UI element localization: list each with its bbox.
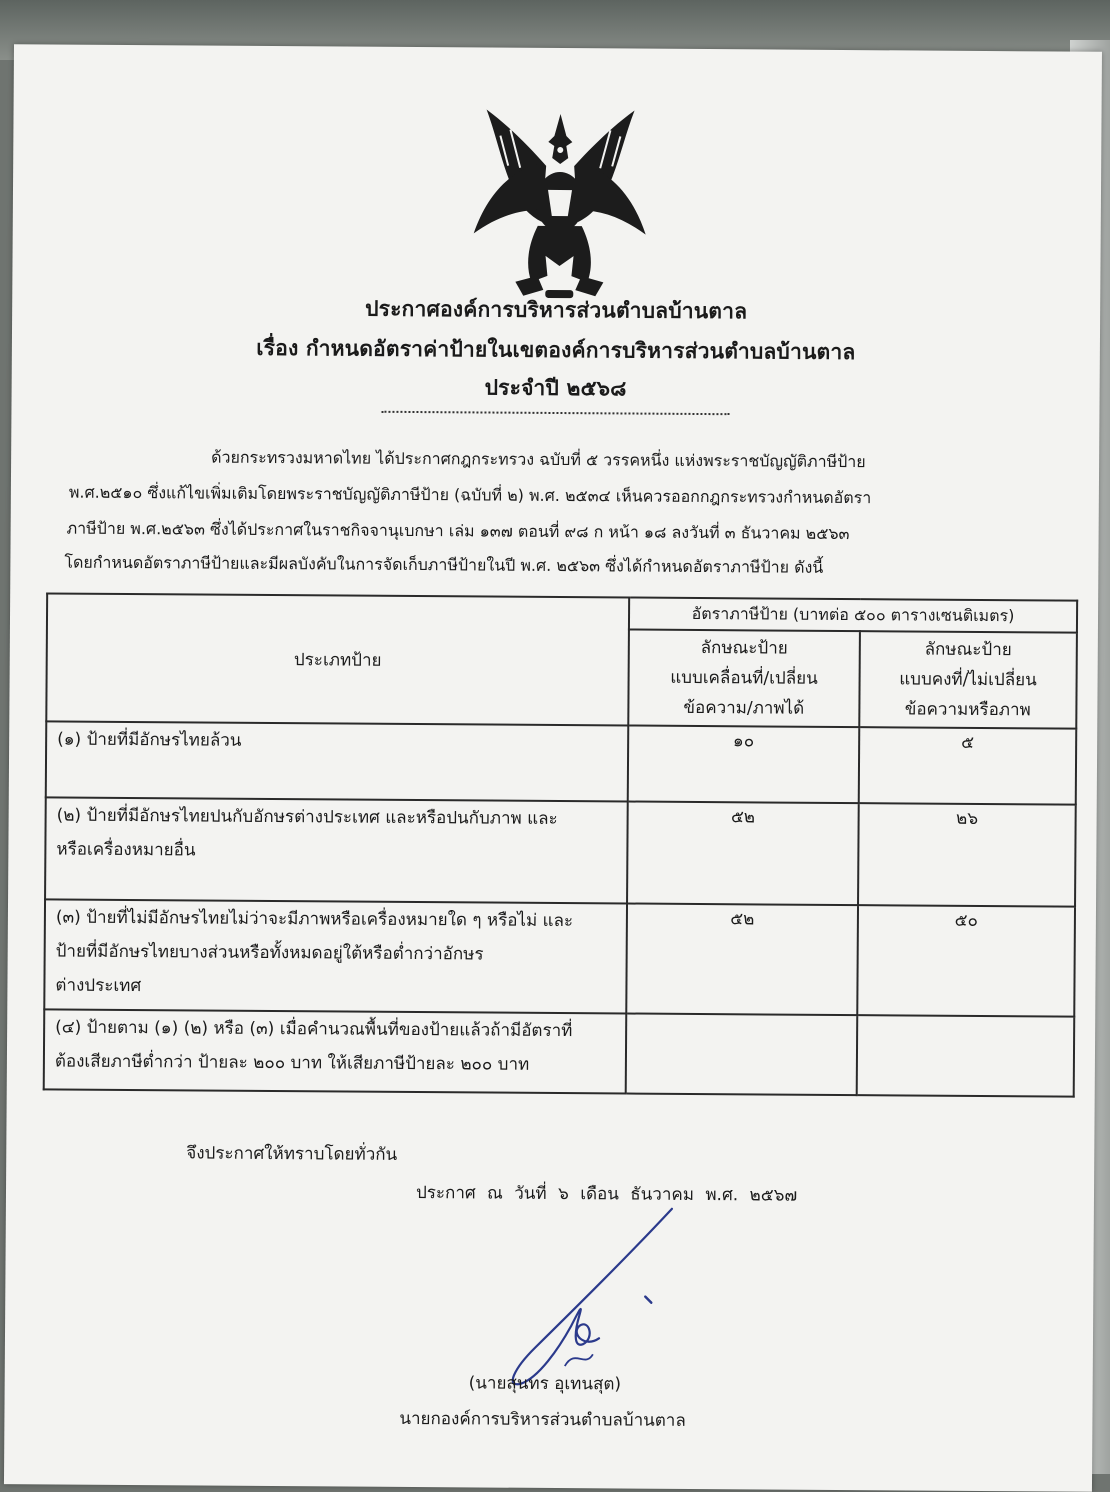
- closing-statement: จึงประกาศให้ทราบโดยทั่วกัน: [186, 1143, 398, 1165]
- signer-position: นายกองค์การบริหารส่วนตำบลบ้านตาล: [399, 1408, 686, 1431]
- row-fixed-rate: ๕: [859, 727, 1077, 805]
- row-moving-rate: ๑๐: [628, 726, 859, 804]
- row-4-type-line-2: ต้องเสียภาษีต่ำกว่า ป้ายละ ๒๐๐ บาท ให้เสียภาษีป้ายละ ๒๐๐ บาท: [54, 1051, 530, 1075]
- header-sign-type: ประเภทป้าย: [46, 593, 629, 725]
- row-3-type-line-2: ป้ายที่มีอักษรไทยบางส่วนหรือทั้งหมดอยู่ใต้หรือต่ำกว่าอักษร: [55, 941, 484, 965]
- table-row: [44, 899, 1075, 1016]
- header-tax-rate: อัตราภาษีป้าย (บาทต่อ ๕๐๐ ตารางเซนติเมตร): [629, 598, 1077, 633]
- signer-name: (นายสุนทร อุเทนสุต): [468, 1373, 622, 1395]
- table-row: [45, 797, 1076, 906]
- announcement-year: ประจำปี ๒๕๖๘: [484, 375, 627, 401]
- row-4-type-line-1: (๔) ป้ายตาม (๑) (๒) หรือ (๓) เมื่อคำนวณพื้นที่ของป้ายแล้วถ้ามีอัตราที่: [55, 1017, 573, 1042]
- header-moving-line-1: ลักษณะป้าย: [700, 638, 788, 659]
- row-sign-type: [44, 899, 627, 1013]
- header-fixed-line-1: ลักษณะป้าย: [924, 639, 1012, 661]
- row-sign-type: [44, 1009, 627, 1093]
- announcement-date: ประกาศ ณ วันที่ ๖ เดือน ธันวาคม พ.ศ. ๒๕๖๗: [415, 1183, 798, 1206]
- row-2-type-line-1: (๒) ป้ายที่มีอักษรไทยปนกับอักษรต่างประเทศ และหรือปนกับภาพ และ: [56, 805, 558, 830]
- header-moving-sign: [628, 630, 859, 728]
- table-row: [46, 721, 1077, 804]
- header-fixed-line-3: ข้อความหรือภาพ: [904, 699, 1031, 721]
- row-3-type-line-1: (๓) ป้ายที่ไม่มีอักษรไทยไม่ว่าจะมีภาพหรือเครื่องหมายใด ๆ หรือไม่ และ: [55, 907, 574, 932]
- document-page: [4, 44, 1102, 1492]
- row-fixed-rate: ๕๐: [857, 905, 1075, 1017]
- row-sign-type: [46, 721, 629, 801]
- row-sign-type: [45, 797, 628, 903]
- row-moving-rate: ๕๒: [626, 904, 858, 1016]
- paragraph-line-2: พ.ศ.๒๕๑๐ ซึ่งแก้ไขเพิ่มเติมโดยพระราชบัญญัติภาษีป้าย (ฉบับที่ ๒) พ.ศ. ๒๕๓๔ เห็นควรออกกฎกระทรวงกำหนดอัตรา: [68, 482, 872, 508]
- table-row: [44, 1009, 1075, 1096]
- announcement-subject: เรื่อง กำหนดอัตราค่าป้ายในเขตองค์การบริหารส่วนตำบลบ้านตาล: [256, 335, 856, 365]
- row-fixed-rate: [856, 1015, 1074, 1097]
- row-1-type-text: (๑) ป้ายที่มีอักษรไทยล้วน: [57, 729, 242, 751]
- header-fixed-line-2: แบบคงที่/ไม่เปลี่ยน: [899, 669, 1037, 691]
- row-3-type-line-3: ต่างประเทศ: [55, 975, 142, 997]
- sign-tax-rate-table: [43, 592, 1078, 1097]
- garuda-emblem: [467, 105, 653, 306]
- paragraph-line-4: โดยกำหนดอัตราภาษีป้ายและมีผลบังคับในการจัดเก็บภาษีป้ายในปี พ.ศ. ๒๕๖๓ ซึ่งได้กำหนดอัตราภาษีป้าย ดังนี้: [64, 552, 824, 577]
- row-fixed-rate: ๒๖: [858, 803, 1076, 907]
- paragraph-line-3: ภาษีป้าย พ.ศ.๒๕๖๓ ซึ่งได้ประกาศในราชกิจจานุเบกษา เล่ม ๑๓๗ ตอนที่ ๙๘ ก หน้า ๑๘ ลงวันที่ ๓ ธันวาคม ๒๕๖๓: [66, 518, 850, 544]
- dotted-divider: [381, 407, 729, 415]
- header-fixed-sign: [859, 631, 1077, 729]
- header-moving-line-2: แบบเคลื่อนที่/เปลี่ยน: [670, 667, 818, 689]
- row-moving-rate: ๕๒: [627, 802, 858, 906]
- header-moving-line-3: ข้อความ/ภาพได้: [683, 697, 805, 719]
- announcement-title: ประกาศองค์การบริหารส่วนตำบลบ้านตาล: [365, 296, 748, 324]
- paragraph-line-1: ด้วยกระทรวงมหาดไทย ได้ประกาศกฎกระทรวง ฉบับที่ ๕ วรรคหนึ่ง แห่งพระราชบัญญัติภาษีป้าย: [211, 447, 866, 472]
- row-moving-rate: [626, 1014, 857, 1096]
- row-2-type-line-2: หรือเครื่องหมายอื่น: [56, 839, 196, 861]
